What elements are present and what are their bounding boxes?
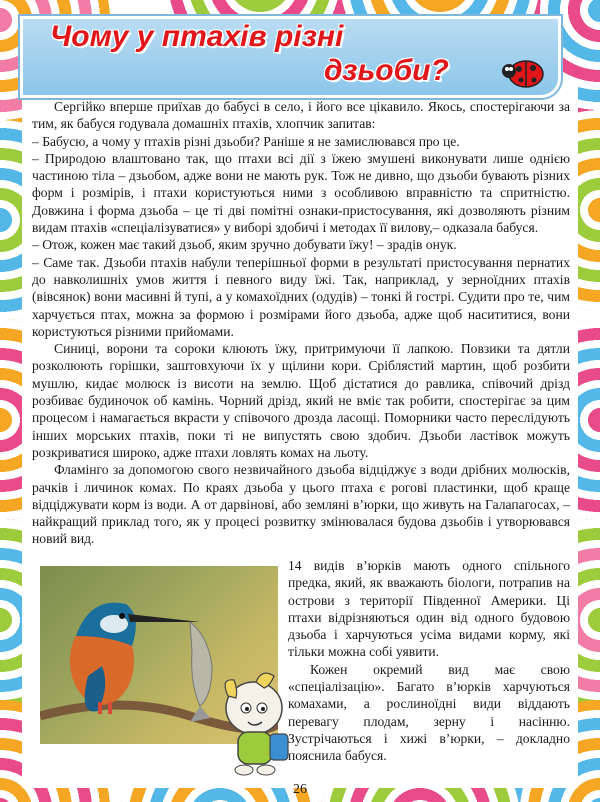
page-title-line1: Чому у птахів різні (50, 20, 344, 53)
paragraph: Сергійко вперше приїхав до бабусі в село, і його все цікавило. Якось, спостерігаючи за тим, як бабуся годувала домашніх птахів, хлопчик запитав: (32, 99, 570, 132)
paragraph: Кожен окремий вид має свою «спеціалізацію». Багато в’юрків харчуються комахами, а рослиноїдні види віддають перевагу плодам, зерну і насінню. Зустрічаються і хижі в’юрки, – докладно пояснила бабуся. (288, 661, 570, 764)
paragraph: – Бабусю, а чому у птахів різні дзьоби? Раніше я не замислювався про це. (32, 133, 460, 149)
paragraph: Синиці, ворони та сороки клюють їжу, притримуючи її лапкою. Повзики та дятли розколюють горішки, заштовхуючи їх у щілини кори. Сріблястий мартин, щоб розбити мушлю, кидає молюск із висоти на землю. Щоб дістатися до равлика, співочий дрізд розбиває будиночок об камінь. Чорний дрізд, який не вміє так робити, спостерігає за цим процесом і намагається вкрасти у співочого дрозда ласощі. Поморники часто переслідують інших морських птахів, поки ті не випустять свою здобич. Дзьоби ластівок можуть розкриватися широко, адже птахи ловлять комах на льоту. (32, 341, 570, 460)
paragraph: – Природою влаштовано так, що птахи всі дії з їжею змушені виконувати лише однією частиною тіла – дзьобом, адже вони не мають рук. Тож не дивно, що дзьоби бувають різних форм і розмірів, і птахи користуються ними з особливою вправністю та спритністю. Довжина і форма дзьоба – це ті дві помітні ознаки-пристосування, які дозволяють різним видам птахів «спеціалізуватися» у виборі здобичі і методах її вилову,– одказала бабуся. (32, 150, 570, 236)
paragraph: 14 видів в’юрків мають одного спільного предка, який, як вважають біологи, потрапив на острови з території Південної Америки. Ці птахи відрізняються один від одного будовою дзьоба і харчуються усіма видами корму, які тільки можна собі уявити. (288, 558, 570, 660)
cartoon-character (216, 668, 298, 778)
page-title-line2: дзьоби? (324, 54, 449, 87)
article-body (32, 98, 570, 548)
paragraph: Фламінго за допомогою свого незвичайного дзьоба відціджує з води дрібних молюсків, рачків і личинок комах. По краях дзьоба у цього птаха є рогові пластинки, щоб краще відціджувати корм із води. А от дарвінові, або земляні в’юрки, що живуть на Галапагосах, – найкращий приклад того, як у процесі розвитку змінювалася будова дзьобів і утворювався новий вид. (32, 462, 570, 547)
article-body-wrapped (288, 557, 570, 765)
paragraph: – Саме так. Дзьоби птахів набули теперішньої форми в результаті пристосування пернатих до навколишніх умов життя і певного виду їжі. Так, наприклад, у зерноїдних птахів (вівсянок) вони масивні й тупі, а у комахоїдних (одудів) – тонкі й гострі. Судити про те, чим харчується птах, можна за формою і розмірами його дзьоба, адже щоб насититися, вони користуються різними прийомами. (32, 254, 570, 339)
paragraph: – Отож, кожен має такий дзьоб, яким зручно добувати їжу! – зрадів онук. (32, 237, 457, 253)
page-number: 26 (293, 782, 307, 797)
ladybug-icon (500, 54, 546, 90)
